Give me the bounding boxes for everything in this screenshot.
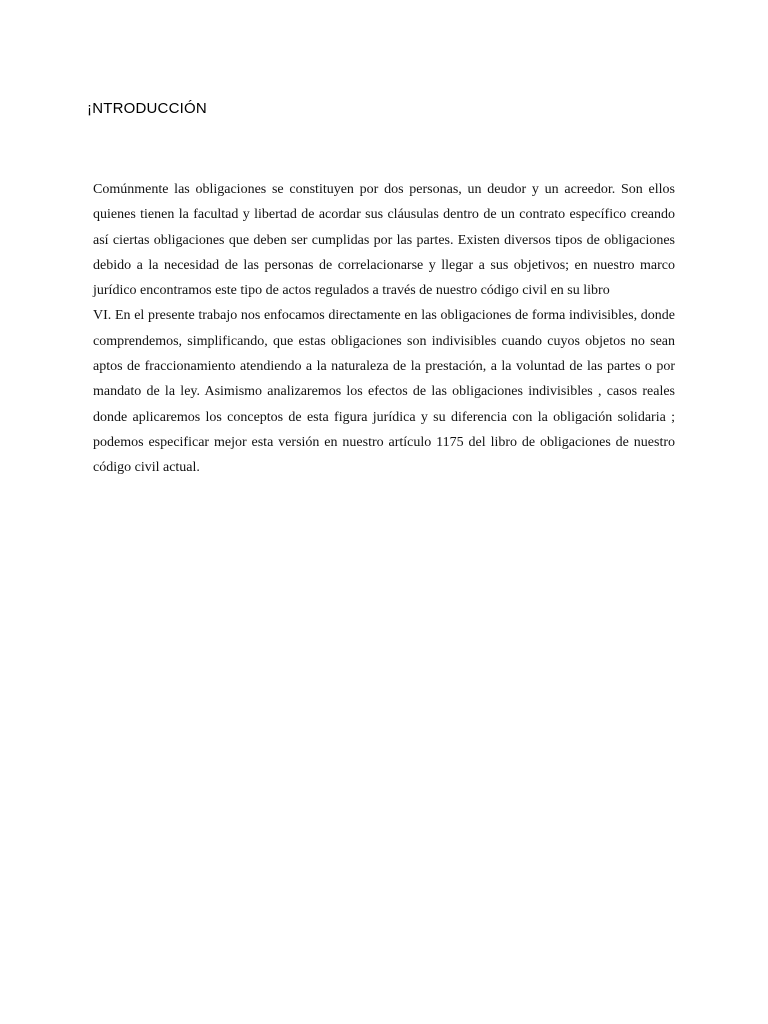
paragraph: VI. En el presente trabajo nos enfocamos directamente en las obligaciones de forma indivisibles, donde comprendemos, simplificando, que estas obligaciones son indivisibles cuando cuyos objetos no sean aptos de fraccionamiento atendiendo a la naturaleza de la prestación, a la voluntad de las partes o por mandato de la ley. Asimismo analizaremos los efectos de las obligaciones indivisibles , casos reales donde aplicaremos los conceptos de esta figura jurídica y su diferencia con la obligación solidaria ; podemos especificar mejor esta versión en nuestro artículo 1175 del libro de obligaciones de nuestro código civil actual. xyxy=(93,308,675,476)
page-title: ¡NTRODUCCIÓN xyxy=(87,100,207,117)
paragraph: Comúnmente las obligaciones se constituyen por dos personas, un deudor y un acreedor. Son ellos quienes tienen la facultad y libertad de acordar sus cláusulas dentro de un contrato específico creando así ciertas obligaciones que deben ser cumplidas por las partes. Existen diversos tipos de obligaciones debido a la necesidad de las personas de correlacionarse y llegar a sus objetivos; en nuestro marco jurídico encontramos este tipo de actos regulados a través de nuestro código civil en su libro xyxy=(93,182,675,299)
document-body xyxy=(93,177,675,481)
